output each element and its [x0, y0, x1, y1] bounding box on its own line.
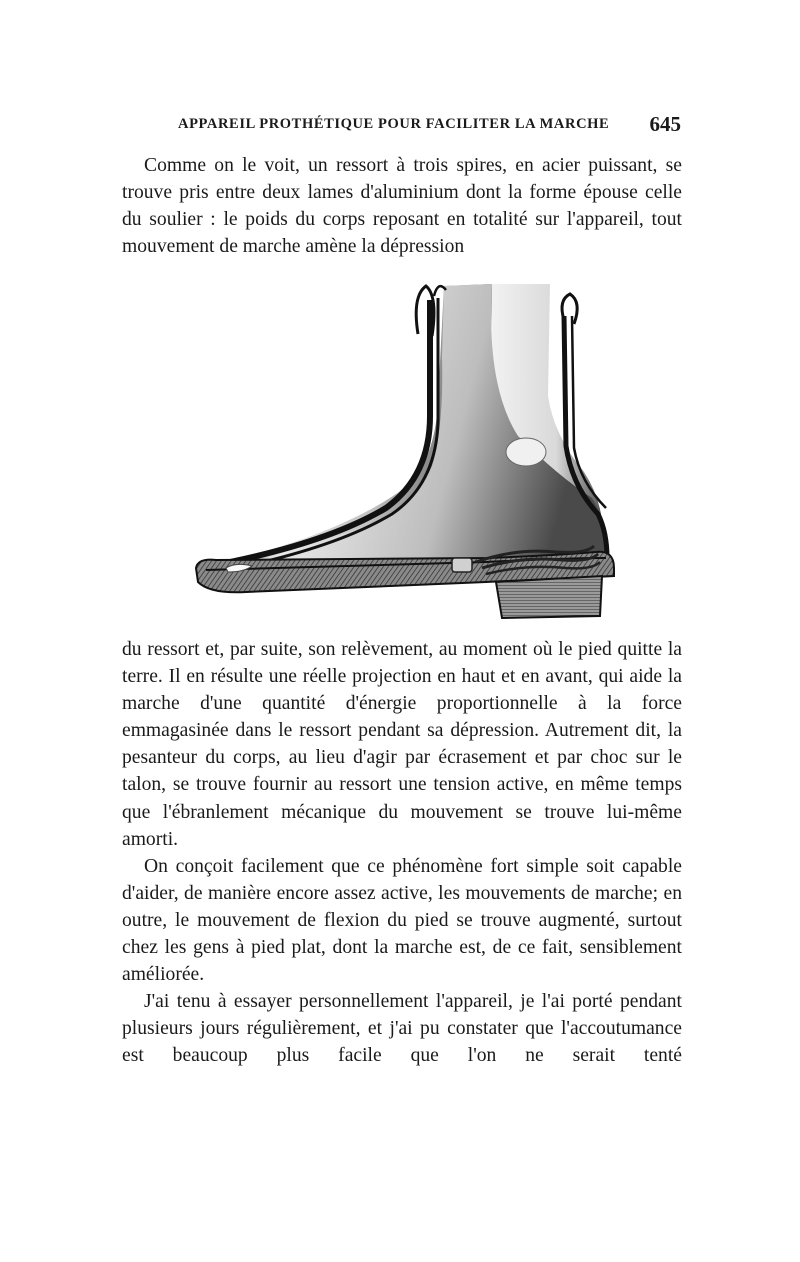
- paragraph-4: J'ai tenu à essayer personnellement l'appareil, je l'ai porté pendant plusieurs jours régulièrement, et j'ai pu constater que l'accoutumance est beaucoup plus facile que l'on ne serait tenté: [122, 991, 682, 1067]
- text-block-bottom: [122, 636, 682, 1070]
- figure-prosthetic-shoe: [186, 276, 618, 622]
- paragraph-3: On conçoit facilement que ce phénomène fort simple soit capable d'aider, de manière encore assez active, les mouvements de marche; en outre, le mouvement de flexion du pied se trouve augmenté, surtout chez les gens à pied plat, dont la marche est, de ce fait, sensiblement améliorée.: [122, 855, 682, 986]
- running-head: [178, 112, 681, 136]
- running-title: APPAREIL PROTHÉTIQUE POUR FACILITER LA MARCHE: [178, 116, 610, 132]
- paragraph-1: Comme on le voit, un ressort à trois spires, en acier puissant, se trouve pris entre deux lames d'aluminium dont la forme épouse celle du soulier : le poids du corps reposant en totalité sur l'appareil, tout mouvement de marche amène la dépression: [122, 155, 682, 258]
- paragraph-2: du ressort et, par suite, son relèvement, au moment où le pied quitte la terre. Il en résulte une réelle projection en haut et en avant, qui aide la marche d'une quantité d'énergie proportionnelle à la force emmagasinée dans le ressort pendant sa dépression. Autrement dit, la pesanteur du corps, au lieu d'agir par écrasement et par choc sur le talon, se trouve fournir au ressort une tension active, en même temps que l'ébranlement mécanique du mouvement se trouve lui-même amorti.: [122, 639, 682, 850]
- text-block-top: [122, 152, 682, 260]
- page-number: 645: [649, 112, 681, 136]
- prosthetic-shoe-illustration-icon: [186, 276, 618, 622]
